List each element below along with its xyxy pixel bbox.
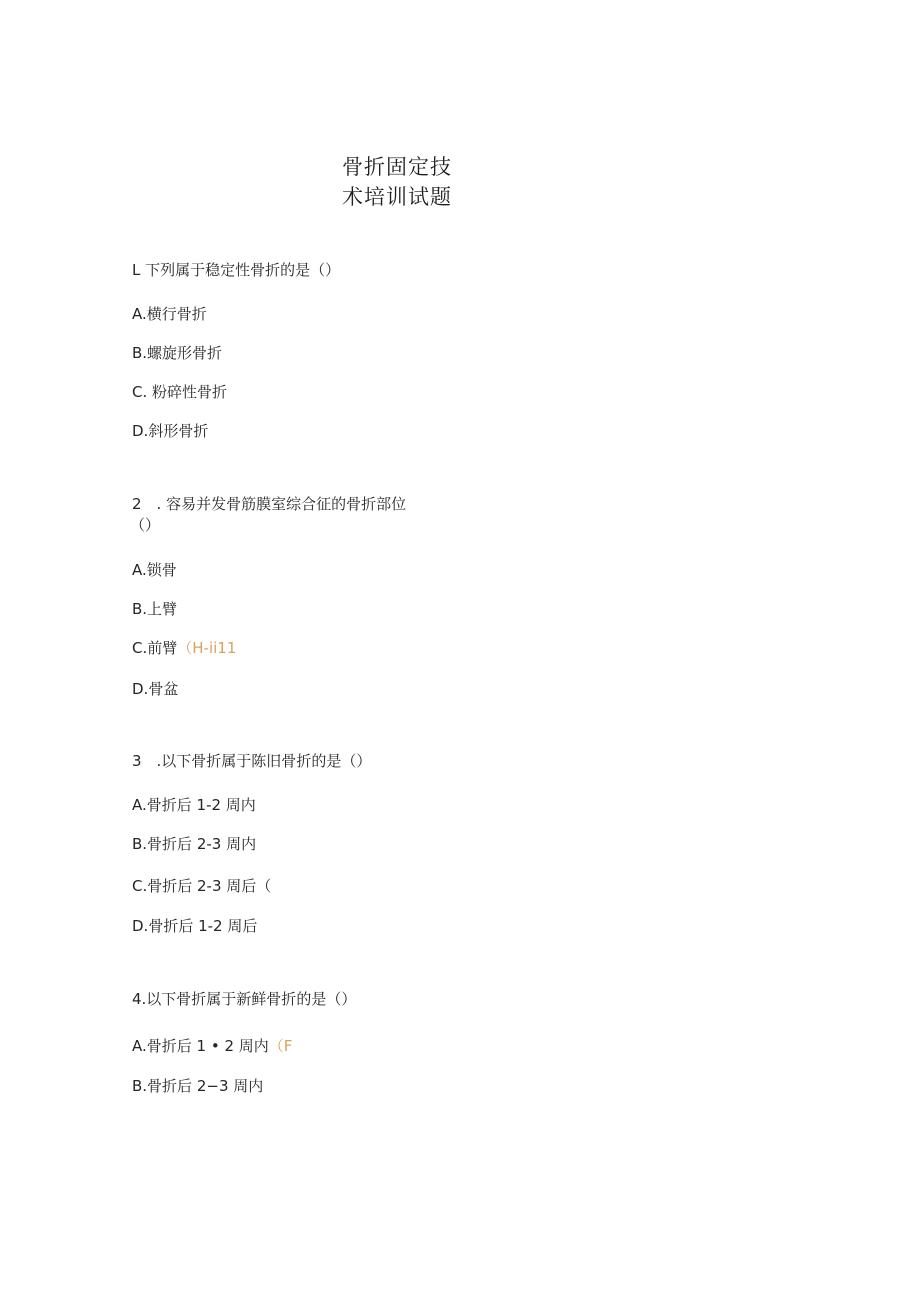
question-2-option-a: A.锁骨 <box>132 561 177 579</box>
question-2-option-c-annotation: （H-ii11 <box>177 639 237 657</box>
question-2-option-c-text: C.前臂 <box>132 639 178 657</box>
question-1-stem: L 下列属于稳定性骨折的是（） <box>132 261 341 279</box>
question-3-option-b: B.骨折后 2-3 周内 <box>132 835 257 853</box>
question-1-option-b: B.螺旋形骨折 <box>132 344 223 362</box>
question-2-stem-cont: （） <box>130 516 161 534</box>
question-2-option-d: D.骨盆 <box>132 680 179 698</box>
question-1-option-a: A.横行骨折 <box>132 305 207 323</box>
question-1-option-d: D.斜形骨折 <box>132 422 209 440</box>
question-1-option-c: C. 粉碎性骨折 <box>132 383 228 401</box>
question-4-option-a-annotation: （F <box>268 1037 293 1055</box>
question-4-option-a-text: A.骨折后 1 • 2 周内 <box>132 1037 269 1055</box>
question-3-option-a: A.骨折后 1-2 周内 <box>132 796 256 814</box>
question-4-option-a <box>132 1036 292 1056</box>
question-4-stem: 4.以下骨折属于新鲜骨折的是（） <box>132 990 357 1008</box>
page-title <box>342 152 542 212</box>
question-4-option-b: B.骨折后 2−3 周内 <box>132 1077 264 1095</box>
question-2-option-c <box>132 638 236 658</box>
question-3-stem: 3 .以下骨折属于陈旧骨折的是（） <box>132 752 372 770</box>
question-3-option-c: C.骨折后 2-3 周后（ <box>132 877 272 895</box>
question-2-stem: 2 . 容易并发骨筋膜室综合征的骨折部位 <box>132 495 407 513</box>
title-line-1: 骨折固定技 <box>342 155 452 179</box>
title-line-2: 术培训试题 <box>342 185 452 209</box>
question-2-option-b: B.上臂 <box>132 600 178 618</box>
question-3-option-d: D.骨折后 1-2 周后 <box>132 917 258 935</box>
